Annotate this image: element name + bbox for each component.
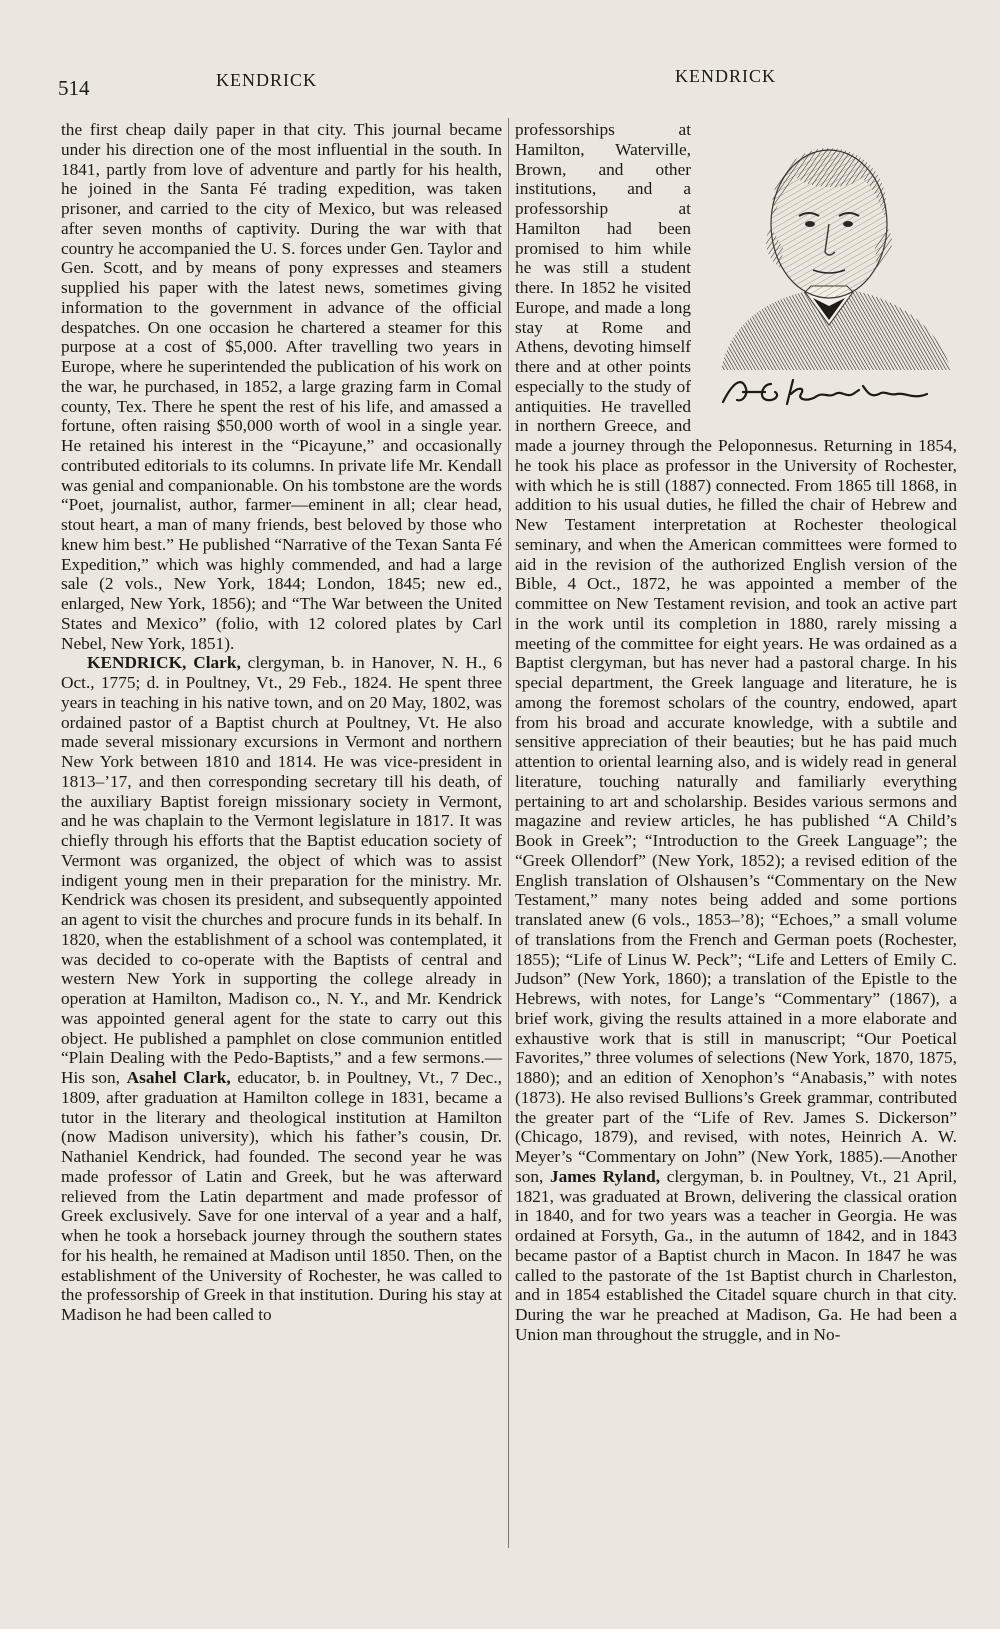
running-head-right: KENDRICK (675, 66, 776, 86)
portrait-engraving (701, 120, 957, 420)
asahel-text: educator, b. in Poultney, Vt., 7 Dec., 1809, after graduation at Hamilton college in 1831, became a tutor in the literary and theological institution at Hamilton (now Madison university), which his father’s cousin, Dr. Nathaniel Kendrick, had founded. The second year he was made professor of Latin and Greek, but he was afterward relieved from the Latin department and made professor of Greek exclusively. Save for one interval of a year and a half, when he took a horseback journey through the southern states for his health, he remained at Madison until 1850. Then, on the establishment of the University of Rochester, he was called to the professorship of Greek in that institution. During his stay at Madison he had been called to (61, 1068, 502, 1324)
running-head-left: KENDRICK (216, 70, 317, 90)
portrait-image (701, 120, 957, 370)
page-header (0, 66, 1000, 100)
kendrick-clark-entry (61, 653, 502, 1325)
kendall-entry-continuation (61, 120, 502, 653)
autograph-signature (713, 372, 953, 412)
asahel-text-continued: professorships at Hamilton, Waterville, Brown, and other institutions, and a professorship at Hamilton had been promised to him while he was still a student there. In 1852 he visited Europe, and made a long stay at Rome and Athens, devoting himself there and at other points especially to the study of antiquities. He travelled in northern Greece, and made a journey through the Peloponnesus. Returning in 1854, he took his place as professor in the University of Rochester, with which he is still (1887) connected. From 1865 till 1868, in addition to his usual duties, he filled the chair of Hebrew and New Testament interpretation at Rochester theological seminary, and when the American committees were formed to aid in the revision of the authorized English version of the Bible, 4 Oct., 1872, he was appointed a member of the committee on New Testament revision, and took an active part in the work until its completion in 1880, rarely missing a meeting of the committee for eight years. He was ordained as a Baptist clergyman, but has never had a pastoral charge. In his special department, the Greek language and literature, he is among the foremost scholars of the country, endowed, apart from his broad and accurate knowledge, with a subtile and sensitive appreciation of their beauties; but he has paid much attention to oriental learning also, and is widely read in general literature, touching naturally and familiarly everything pertaining to art and scholarship. Besides various sermons and magazine and review articles, he has published “A Child’s Book in Greek”; “Introduction to the Greek Language”; the “Greek Ollendorf” (New York, 1852); a revised edition of the English translation of Olshausen’s “Commentary on the New Testament,” many notes being added and some portions translated anew (6 vols., 1853–’8); “Echoes,” a small volume of translations from the French and German poets (Rochester, 1855); “Life of Linus W. Peck”; “Life and Letters of Emily C. Judson” (New York, 1860); a translation of the Epistle to the Hebrews, with notes, for Lange’s “Commentary” (1867), a brief work, giving the results attained in a more elaborate and exhaustive work that is still in manuscript; “Our Poetical Favorites,” three volumes of selections (New York, 1870, 1875, 1880); and an edition of Xenophon’s “Anabasis,” with notes (1873). He also revised Bullions’s Greek grammar, contributed the greater part of the “Life of Rev. James S. Dickerson” (Chicago, 1879), and revised, with notes, Heinrich A. W. Meyer’s “Commentary on John” (New York, 1885).—Another son, (515, 120, 957, 1186)
entry-heading-clark: KENDRICK, Clark, (87, 653, 241, 673)
right-column (515, 120, 957, 1345)
page-number: 514 (58, 76, 90, 100)
clark-text: clergyman, b. in Hanover, N. H., 6 Oct., 1775; d. in Poultney, Vt., 29 Feb., 1824. He spent three years in teaching in his native town, and on 20 May, 1802, was ordained pastor of a Baptist church at Poultney, Vt. He also made several missionary excursions in Vermont and northern New York between 1810 and 1814. He was vice-president in 1813–’17, and then corresponding secretary till his death, of the auxiliary Baptist foreign missionary society in Vermont, and he was chaplain to the Vermont legislature in 1817. It was chiefly through his efforts that the Baptist education society of Vermont was organized, the object of which was to assist indigent young men in their preparation for the ministry. Mr. Kendrick was chosen its president, and subsequently appointed an agent to visit the churches and procure funds in its behalf. In 1820, when the establishment of a school was contemplated, it was decided to co-operate with the Baptists of central and western New York in supporting the college already in operation at Hamilton, Madison co., N. Y., and Mr. Kendrick was appointed general agent for the state to carry out this object. He published a pamphlet on close communion entitled “Plain Dealing with the Pedo-Baptists,” and a few sermons.—His son, (61, 653, 502, 1087)
entry-heading-asahel: Asahel Clark, (126, 1068, 231, 1087)
entry-heading-james: James Ryland, (549, 1166, 661, 1186)
left-column (61, 120, 502, 1325)
column-divider (508, 118, 509, 1548)
james-text: clergyman, b. in Poultney, Vt., 21 April, 1821, was graduated at Brown, delivering the classical oration in 1840, and for two years was a teacher in Georgia. He was ordained at Forsyth, Ga., in the autumn of 1842, and in 1843 became pastor of a Baptist church in Macon. In 1847 he was called to the pastorate of the 1st Baptist church in Charleston, and in 1854 established the Citadel square church in that city. During the war he preached at Madison, Ga. He had been a Union man throughout the struggle, and in No- (515, 1166, 958, 1344)
kendall-text: the first cheap daily paper in that city. This journal became under his direction one of the most influential in the south. In 1841, partly from love of adventure and partly for his health, he joined in the Santa Fé trading expedition, was taken prisoner, and carried to the city of Mexico, but was released after seven months of captivity. During the war with that country he accompanied the U. S. forces under Gen. Taylor and Gen. Scott, and by means of pony expresses and steamers supplied his paper with the latest news, sometimes giving information to the government in advance of the official despatches. On one occasion he chartered a steamer for this purpose at a cost of $5,000. After travelling two years in Europe, where he superintended the publication of his work on the war, he purchased, in 1852, a large grazing farm in Comal county, Tex. There he spent the rest of his life, and amassed a fortune, often raising $50,000 worth of wool in a single year. He retained his interest in the “Picayune,” and occasionally contributed editorials to its columns. In private life Mr. Kendall was genial and companionable. On his tombstone are the words “Poet, journalist, author, farmer—eminent in all; clear head, stout heart, a man of many friends, best beloved by those who knew him best.” He published “Narrative of the Texan Santa Fé Expedition,” which was highly commended, and had a large sale (2 vols., New York, 1844; London, 1845; new ed., enlarged, New York, 1856); and “The War between the United States and Mexico” (folio, with 12 colored plates by Carl Nebel, New York, 1851). (61, 120, 502, 653)
